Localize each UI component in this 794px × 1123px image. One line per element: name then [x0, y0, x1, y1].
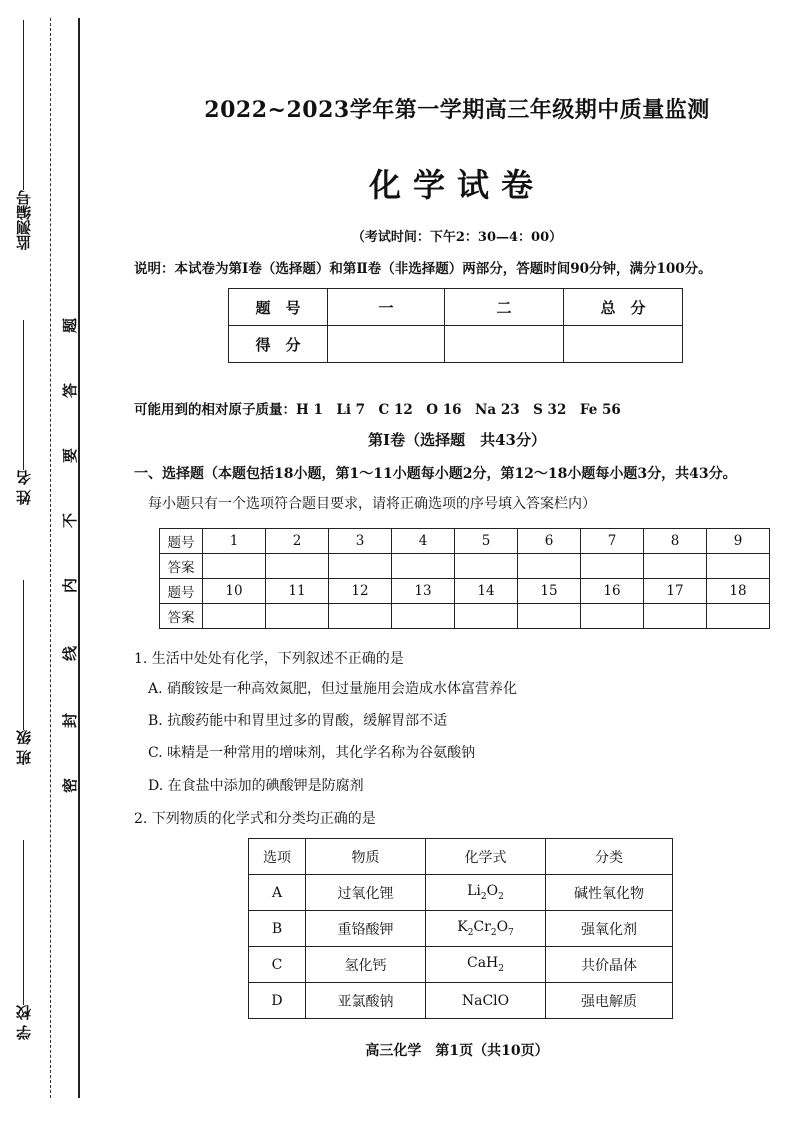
q2-substance: 重铬酸钾	[306, 911, 426, 947]
score-col-1: 一	[328, 289, 445, 326]
answer-cell[interactable]	[329, 604, 392, 629]
q2-substance: 过氧化锂	[306, 875, 426, 911]
answer-cell[interactable]	[518, 554, 581, 579]
score-header-row	[229, 289, 683, 326]
q2-class: 强氧化剂	[546, 911, 673, 947]
q1-option-d: D. 在食盐中添加的碘酸钾是防腐剂	[148, 778, 364, 794]
class-line	[23, 580, 24, 730]
question-number-cell: 9	[707, 529, 770, 554]
question-number-cell: 10	[203, 579, 266, 604]
name-label: 姓 名	[14, 470, 33, 506]
exam-note: 说明：本试卷为第Ⅰ卷（选择题）和第Ⅱ卷（非选择题）两部分，答题时间90分钟，满分100分。	[134, 261, 712, 277]
answer-cell[interactable]	[707, 554, 770, 579]
q2-formula: $Li_2O_2$	[426, 875, 546, 911]
answer-row-label: 答案	[160, 604, 203, 629]
question-number-cell: 1	[203, 529, 266, 554]
q2-class: 共价晶体	[546, 947, 673, 983]
q2-class: 碱性氧化物	[546, 875, 673, 911]
q2-option: D	[249, 983, 306, 1019]
answer-table	[159, 528, 770, 629]
question-number-cell: 18	[707, 579, 770, 604]
q2-header-row	[249, 839, 673, 875]
answer-cell[interactable]	[203, 554, 266, 579]
score-col-total: 总 分	[564, 289, 683, 326]
part1-title: 第Ⅰ卷（选择题 共43分）	[368, 431, 546, 449]
answer-row-label: 答案	[160, 554, 203, 579]
q2-substance: 亚氯酸钠	[306, 983, 426, 1019]
q1-option-c: C. 味精是一种常用的增味剂，其化学名称为谷氨酸钠	[148, 745, 476, 761]
answer-cell[interactable]	[329, 554, 392, 579]
q2-row	[249, 875, 673, 911]
section1-instructions-cont: 每小题只有一个选项符合题目要求，请将正确选项的序号填入答案栏内）	[148, 496, 596, 512]
school-label: 学 校	[14, 1005, 33, 1041]
q2-row	[249, 947, 673, 983]
binding-line	[78, 18, 80, 1098]
seal-char: 不	[61, 512, 80, 529]
seal-char: 要	[61, 447, 80, 464]
exam-title: 2022~2023学年第一学期高三年级期中质量监测	[204, 97, 710, 123]
q2-option: C	[249, 947, 306, 983]
atomic-masses: 可能用到的相对原子质量：H 1 Li 7 C 12 O 16 Na 23 S 32 Fe 56	[134, 402, 621, 418]
question-number-cell: 7	[581, 529, 644, 554]
q1-option-a: A. 硝酸铵是一种高效氮肥，但过量施用会造成水体富营养化	[148, 681, 518, 697]
answer-cell[interactable]	[266, 554, 329, 579]
exam-time: （考试时间：下午2：30—4：00）	[351, 230, 563, 245]
subject-title: 化学试卷	[368, 166, 545, 204]
seal-char: 封	[61, 712, 80, 729]
answer-cell[interactable]	[644, 604, 707, 629]
q2-option: A	[249, 875, 306, 911]
answer-cell[interactable]	[518, 604, 581, 629]
q2-formula: $K_2Cr_2O_7$	[426, 911, 546, 947]
answer-table-ans-row	[160, 604, 770, 629]
score-table	[228, 288, 683, 363]
answer-cell[interactable]	[392, 554, 455, 579]
question-number-cell: 6	[518, 529, 581, 554]
q2-class: 强电解质	[546, 983, 673, 1019]
answer-table-num-row	[160, 579, 770, 604]
question-number-cell: 5	[455, 529, 518, 554]
field-school	[14, 840, 33, 1041]
q2-formula: NaClO	[426, 983, 546, 1019]
field-name	[14, 320, 33, 506]
cut-line	[50, 18, 51, 1098]
question-number-cell: 12	[329, 579, 392, 604]
score-col-2: 二	[445, 289, 564, 326]
section1-instructions: 一、选择题（本题包括18小题，第1～11小题每小题2分，第12～18小题每小题3分，共43分。	[134, 466, 737, 482]
answer-cell[interactable]	[644, 554, 707, 579]
score-value-row	[229, 326, 683, 363]
question-number-cell: 14	[455, 579, 518, 604]
question-number-label: 题号	[160, 529, 203, 554]
q2-header-cell: 化学式	[426, 839, 546, 875]
answer-table-num-row	[160, 529, 770, 554]
q2-row	[249, 911, 673, 947]
score-row-label: 得 分	[229, 326, 328, 363]
answer-cell[interactable]	[266, 604, 329, 629]
question-number-cell: 11	[266, 579, 329, 604]
question-number-cell: 17	[644, 579, 707, 604]
q1-option-b: B. 抗酸药能中和胃里过多的胃酸，缓解胃部不适	[148, 713, 448, 729]
field-exam-number	[14, 20, 33, 250]
question-number-cell: 15	[518, 579, 581, 604]
answer-table-ans-row	[160, 554, 770, 579]
answer-cell[interactable]	[392, 604, 455, 629]
answer-cell[interactable]	[203, 604, 266, 629]
score-cell-2[interactable]	[445, 326, 564, 363]
answer-cell[interactable]	[581, 604, 644, 629]
name-line	[23, 320, 24, 470]
answer-cell[interactable]	[455, 604, 518, 629]
exam-number-line	[23, 20, 24, 190]
question-number-cell: 2	[266, 529, 329, 554]
question-number-label: 题号	[160, 579, 203, 604]
seal-char: 答	[61, 382, 80, 399]
question-number-cell: 8	[644, 529, 707, 554]
class-label: 班 级	[14, 730, 33, 766]
question-number-cell: 13	[392, 579, 455, 604]
q2-header-cell: 分类	[546, 839, 673, 875]
q2-table	[248, 838, 673, 1019]
school-line	[23, 840, 24, 1005]
score-cell-1[interactable]	[328, 326, 445, 363]
q2-row	[249, 983, 673, 1019]
q1-stem: 1. 生活中处处有化学，下列叙述不正确的是	[134, 651, 404, 667]
seal-char: 密	[61, 777, 80, 794]
q2-header-cell: 选项	[249, 839, 306, 875]
exam-number-label: 监测编号	[14, 190, 33, 250]
seal-char: 线	[61, 645, 80, 662]
answer-cell[interactable]	[581, 554, 644, 579]
question-number-cell: 4	[392, 529, 455, 554]
page-footer: 高三化学 第1页（共10页）	[365, 1043, 549, 1059]
answer-cell[interactable]	[707, 604, 770, 629]
field-class	[14, 580, 33, 766]
q2-stem: 2. 下列物质的化学式和分类均正确的是	[134, 811, 376, 827]
seal-char: 题	[61, 317, 80, 334]
q2-substance: 氢化钙	[306, 947, 426, 983]
q2-header-cell: 物质	[306, 839, 426, 875]
score-label: 题 号	[229, 289, 328, 326]
q2-option: B	[249, 911, 306, 947]
seal-char: 内	[61, 577, 80, 594]
score-cell-total[interactable]	[564, 326, 683, 363]
answer-cell[interactable]	[455, 554, 518, 579]
question-number-cell: 16	[581, 579, 644, 604]
question-number-cell: 3	[329, 529, 392, 554]
q2-formula: CaH$_2$	[426, 947, 546, 983]
